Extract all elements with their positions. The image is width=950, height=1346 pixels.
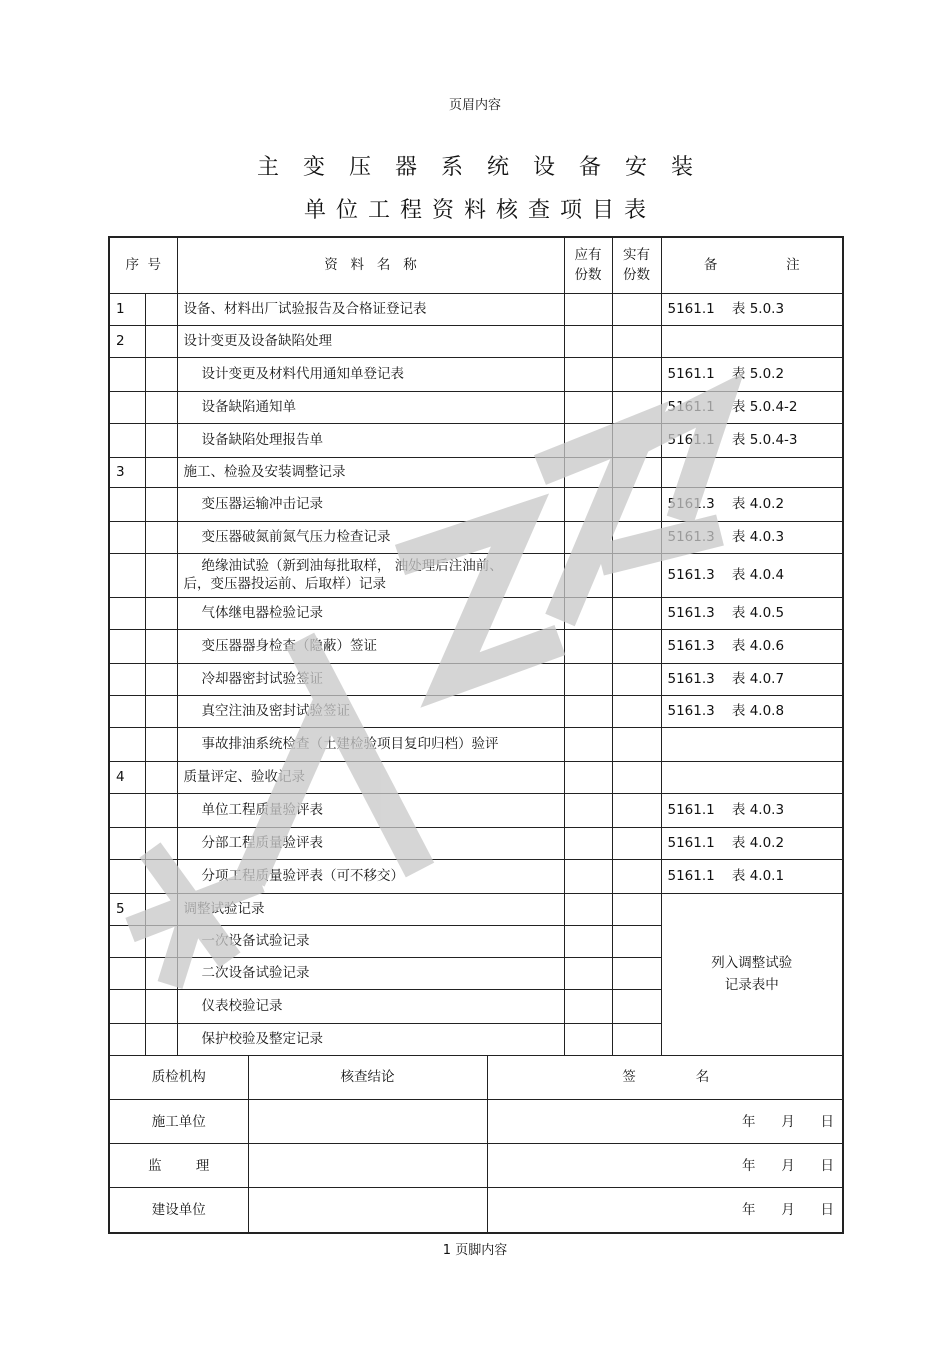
row-actual-have[interactable] — [612, 325, 661, 357]
row-seq — [109, 925, 145, 957]
table-row — [109, 893, 843, 925]
table-row — [109, 553, 843, 597]
row-should-have[interactable] — [564, 827, 612, 859]
table-row — [109, 859, 843, 893]
row-subseq — [145, 325, 177, 357]
row-name: 单位工程质量验评表 — [177, 793, 564, 827]
col-header-name: 资 料 名 称 — [177, 237, 564, 293]
row-remark — [661, 727, 843, 761]
row-name: 施工、检验及安装调整记录 — [177, 457, 564, 487]
row-name — [177, 553, 564, 597]
col-header-should-have — [564, 237, 612, 293]
row-subseq — [145, 457, 177, 487]
row-actual-have[interactable] — [612, 1023, 661, 1055]
row-remark: 5161.1 表 4.0.2 — [661, 827, 843, 859]
row-remark: 5161.1 表 5.0.3 — [661, 293, 843, 325]
col-header-actual-have — [612, 237, 661, 293]
row-seq — [109, 989, 145, 1023]
row-should-have[interactable] — [564, 893, 612, 925]
row-should-have[interactable] — [564, 325, 612, 357]
table-row — [109, 597, 843, 629]
sign-row — [110, 1100, 844, 1144]
row-should-have[interactable] — [564, 663, 612, 695]
row-name: 变压器运输冲击记录 — [177, 487, 564, 521]
row-seq: 1 — [109, 293, 145, 325]
table-row — [109, 727, 843, 761]
row-subseq — [145, 663, 177, 695]
row-remark: 5161.1 表 5.0.2 — [661, 357, 843, 391]
row-should-have[interactable] — [564, 357, 612, 391]
col-header-actual-have-line1: 实有 — [623, 247, 650, 264]
row-actual-have[interactable] — [612, 629, 661, 663]
table-row — [109, 423, 843, 457]
row-actual-have[interactable] — [612, 663, 661, 695]
row-subseq — [145, 793, 177, 827]
row-seq: 5 — [109, 893, 145, 925]
row-name: 设备、材料出厂试验报告及合格证登记表 — [177, 293, 564, 325]
table-row — [109, 761, 843, 793]
sign-row — [110, 1144, 844, 1188]
row-should-have[interactable] — [564, 521, 612, 553]
row-actual-have[interactable] — [612, 293, 661, 325]
row-actual-have[interactable] — [612, 521, 661, 553]
table-row — [109, 629, 843, 663]
row-seq: 2 — [109, 325, 145, 357]
sign-conclusion-cell[interactable] — [248, 1188, 487, 1232]
table-row — [109, 827, 843, 859]
sign-conclusion-cell[interactable] — [248, 1100, 487, 1144]
row-name: 变压器器身检查（隐蔽）签证 — [177, 629, 564, 663]
row-seq — [109, 553, 145, 597]
sign-signature-header: 签 名 — [622, 1069, 710, 1086]
row-name: 设计变更及材料代用通知单登记表 — [177, 357, 564, 391]
row-subseq — [145, 925, 177, 957]
col-header-actual-have-line2: 份数 — [623, 267, 650, 284]
row-actual-have[interactable] — [612, 827, 661, 859]
row-seq — [109, 663, 145, 695]
row-remark: 5161.3 表 4.0.8 — [661, 695, 843, 727]
row-actual-have[interactable] — [612, 457, 661, 487]
row-subseq — [145, 893, 177, 925]
row-remark: 5161.3 表 4.0.7 — [661, 663, 843, 695]
row-remark: 5161.3 表 4.0.3 — [661, 521, 843, 553]
row-subseq — [145, 727, 177, 761]
table-row — [109, 457, 843, 487]
merged-remark — [661, 893, 843, 1055]
row-subseq — [145, 629, 177, 663]
row-should-have[interactable] — [564, 391, 612, 423]
row-actual-have[interactable] — [612, 423, 661, 457]
row-should-have[interactable] — [564, 597, 612, 629]
sign-conclusion-header: 核查结论 — [248, 1056, 487, 1100]
row-should-have[interactable] — [564, 629, 612, 663]
row-seq: 4 — [109, 761, 145, 793]
row-should-have[interactable] — [564, 727, 612, 761]
row-subseq — [145, 521, 177, 553]
row-seq — [109, 1023, 145, 1055]
row-name: 二次设备试验记录 — [177, 957, 564, 989]
row-should-have[interactable] — [564, 423, 612, 457]
sign-table — [110, 1056, 844, 1232]
row-subseq — [145, 597, 177, 629]
sign-conclusion-cell[interactable] — [248, 1144, 487, 1188]
sign-org-header: 质检机构 — [110, 1056, 248, 1100]
row-name-line2: 后，变压器投运前、后取样）记录 — [183, 576, 386, 592]
row-remark: 5161.1 表 5.0.4-2 — [661, 391, 843, 423]
row-seq — [109, 957, 145, 989]
sign-org-name: 施工单位 — [110, 1100, 248, 1144]
row-actual-have[interactable] — [612, 859, 661, 893]
row-actual-have[interactable] — [612, 357, 661, 391]
sign-header-row — [109, 1055, 843, 1233]
row-subseq — [145, 761, 177, 793]
col-header-should-have-line1: 应有 — [574, 247, 602, 264]
row-actual-have[interactable] — [612, 989, 661, 1023]
row-seq — [109, 487, 145, 521]
row-subseq — [145, 553, 177, 597]
table-header-row — [109, 237, 843, 293]
sign-date: 年 月 日 — [487, 1144, 844, 1188]
page-title-line1: 主变压器系统设备安装 — [256, 155, 717, 180]
sign-org-name: 建设单位 — [110, 1188, 248, 1232]
row-seq — [109, 391, 145, 423]
row-actual-have[interactable] — [612, 391, 661, 423]
row-actual-have[interactable] — [612, 893, 661, 925]
row-should-have[interactable] — [564, 925, 612, 957]
row-name: 设备缺陷处理报告单 — [177, 423, 564, 457]
table-row — [109, 391, 843, 423]
row-seq — [109, 827, 145, 859]
table-row — [109, 487, 843, 521]
row-actual-have[interactable] — [612, 925, 661, 957]
row-remark: 5161.1 表 5.0.4-3 — [661, 423, 843, 457]
row-remark: 5161.3 表 4.0.6 — [661, 629, 843, 663]
row-subseq — [145, 957, 177, 989]
table-row — [109, 793, 843, 827]
row-remark: 5161.1 表 4.0.1 — [661, 859, 843, 893]
col-header-seq: 序 号 — [109, 237, 177, 293]
row-remark: 5161.3 表 4.0.4 — [661, 553, 843, 597]
row-subseq — [145, 487, 177, 521]
sign-date: 年 月 日 — [487, 1100, 844, 1144]
row-remark — [661, 457, 843, 487]
table-row — [109, 325, 843, 357]
row-should-have[interactable] — [564, 1023, 612, 1055]
row-should-have[interactable] — [564, 293, 612, 325]
row-remark: 5161.3 表 4.0.5 — [661, 597, 843, 629]
page-title-line2: 单位工程资料核查项目表 — [303, 198, 656, 223]
row-subseq — [145, 391, 177, 423]
row-should-have[interactable] — [564, 859, 612, 893]
row-should-have[interactable] — [564, 957, 612, 989]
row-seq — [109, 629, 145, 663]
row-should-have[interactable] — [564, 695, 612, 727]
row-name-line1: 绝缘油试验（新到油每批取样， 油处理后注油前、 — [201, 558, 503, 574]
page-footer: 1 页脚内容 — [442, 1243, 508, 1258]
row-seq — [109, 859, 145, 893]
row-subseq — [145, 293, 177, 325]
table-row — [109, 663, 843, 695]
row-subseq — [145, 423, 177, 457]
row-actual-have[interactable] — [612, 793, 661, 827]
row-name: 保护校验及整定记录 — [177, 1023, 564, 1055]
row-name: 变压器破氮前氮气压力检查记录 — [177, 521, 564, 553]
row-subseq — [145, 1023, 177, 1055]
row-name: 设计变更及设备缺陷处理 — [177, 325, 564, 357]
row-name: 分部工程质量验评表 — [177, 827, 564, 859]
row-actual-have[interactable] — [612, 553, 661, 597]
row-subseq — [145, 357, 177, 391]
row-seq — [109, 727, 145, 761]
row-should-have[interactable] — [564, 793, 612, 827]
row-name: 设备缺陷通知单 — [177, 391, 564, 423]
table-row — [109, 695, 843, 727]
row-should-have[interactable] — [564, 989, 612, 1023]
row-actual-have[interactable] — [612, 487, 661, 521]
sign-date: 年 月 日 — [487, 1188, 844, 1232]
col-header-should-have-line2: 份数 — [574, 267, 602, 284]
col-header-remark: 备 注 — [661, 237, 843, 293]
row-seq — [109, 521, 145, 553]
row-actual-have[interactable] — [612, 597, 661, 629]
row-remark — [661, 761, 843, 793]
row-should-have[interactable] — [564, 553, 612, 597]
row-actual-have[interactable] — [612, 761, 661, 793]
row-actual-have[interactable] — [612, 727, 661, 761]
row-subseq — [145, 827, 177, 859]
sign-row — [110, 1188, 844, 1232]
row-should-have[interactable] — [564, 761, 612, 793]
row-name: 冷却器密封试验签证 — [177, 663, 564, 695]
table-row — [109, 293, 843, 325]
row-name: 分项工程质量验评表（可不移交） — [177, 859, 564, 893]
row-name: 调整试验记录 — [177, 893, 564, 925]
table-row — [109, 357, 843, 391]
row-seq — [109, 793, 145, 827]
row-remark: 5161.3 表 4.0.2 — [661, 487, 843, 521]
row-subseq — [145, 859, 177, 893]
row-name: 真空注油及密封试验签证 — [177, 695, 564, 727]
row-seq: 3 — [109, 457, 145, 487]
row-seq — [109, 423, 145, 457]
row-actual-have[interactable] — [612, 695, 661, 727]
row-remark: 5161.1 表 4.0.3 — [661, 793, 843, 827]
row-name: 一次设备试验记录 — [177, 925, 564, 957]
merged-remark-line2: 记录表中 — [724, 977, 779, 993]
row-seq — [109, 597, 145, 629]
row-name: 质量评定、验收记录 — [177, 761, 564, 793]
row-seq — [109, 357, 145, 391]
row-name: 事故排油系统检查（土建检验项目复印归档）验评 — [177, 727, 564, 761]
row-subseq — [145, 989, 177, 1023]
table-row — [109, 521, 843, 553]
row-name: 仪表校验记录 — [177, 989, 564, 1023]
row-actual-have[interactable] — [612, 957, 661, 989]
row-should-have[interactable] — [564, 487, 612, 521]
sign-org-name: 监 理 — [110, 1144, 248, 1188]
row-remark — [661, 325, 843, 357]
merged-remark-line1: 列入调整试验 — [711, 955, 793, 971]
row-name: 气体继电器检验记录 — [177, 597, 564, 629]
checklist-table — [108, 236, 844, 1234]
row-seq — [109, 695, 145, 727]
row-should-have[interactable] — [564, 457, 612, 487]
row-subseq — [145, 695, 177, 727]
page-header: 页眉内容 — [448, 98, 501, 113]
